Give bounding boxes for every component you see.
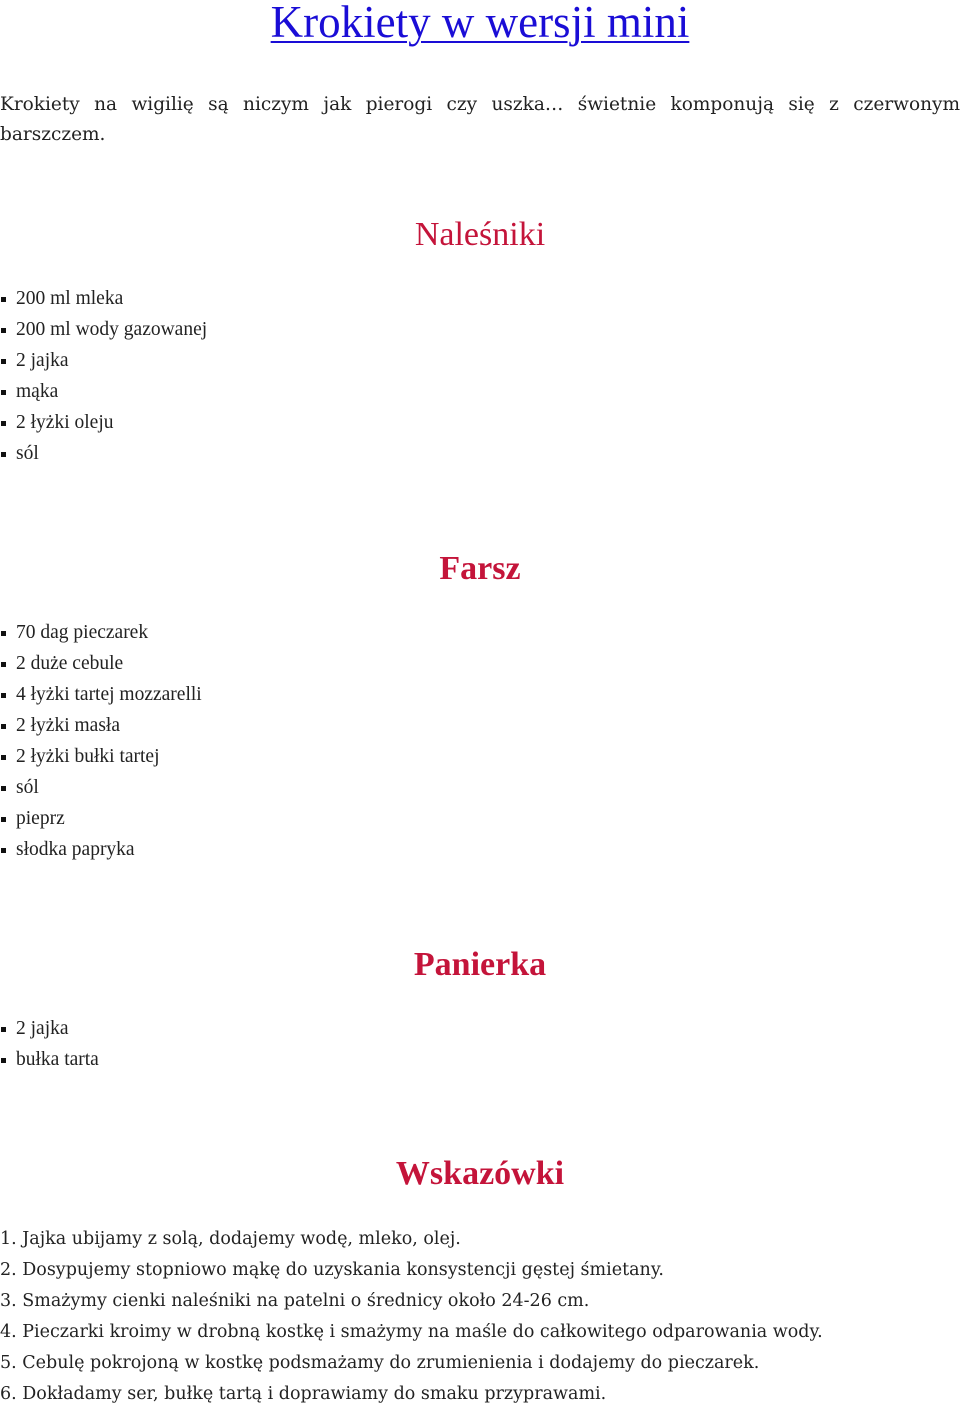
list-item: [0, 772, 202, 803]
instruction-step: 4. Pieczarki kroimy w drobną kostkę i smażymy na maśle do całkowitego odparowania wody.: [0, 1322, 823, 1342]
square-bullet-icon: [1, 1027, 6, 1032]
list-item-text: mąka: [16, 381, 59, 402]
section-heading-farsz: Farsz: [439, 550, 521, 587]
list-item: [0, 345, 207, 376]
list-item: [0, 376, 207, 407]
intro-paragraph: Krokiety na wigilię są niczym jak pierogi czy uszka… świetnie komponują się z czerwonym barszczem.: [0, 94, 960, 145]
list-item: [0, 710, 202, 741]
instruction-step: 1. Jajka ubijamy z solą, dodajemy wodę, mleko, olej.: [0, 1229, 461, 1249]
instruction-step: 5. Cebulę pokrojoną w kostkę podsmażamy do zrumienienia i dodajemy do pieczarek.: [0, 1353, 760, 1373]
title-link[interactable]: Krokiety w wersji mini: [270, 0, 690, 47]
square-bullet-icon: [1, 631, 6, 636]
list-item: [0, 1044, 99, 1075]
square-bullet-icon: [1, 359, 6, 364]
square-bullet-icon: [1, 848, 6, 853]
list-item: [0, 834, 202, 865]
square-bullet-icon: [1, 786, 6, 791]
list-item-text: 4 łyżki tartej mozzarelli: [16, 684, 202, 705]
square-bullet-icon: [1, 328, 6, 333]
list-item-text: 200 ml wody gazowanej: [16, 319, 208, 340]
square-bullet-icon: [1, 817, 6, 822]
page-title: [0, 0, 960, 48]
square-bullet-icon: [1, 297, 6, 302]
list-item-text: 2 łyżki bułki tartej: [16, 746, 160, 767]
square-bullet-icon: [1, 452, 6, 457]
list-item-text: sól: [16, 777, 39, 798]
list-item-text: 2 jajka: [16, 350, 69, 371]
list-item: [0, 679, 202, 710]
instruction-step: 3. Smażymy cienki naleśniki na patelni o średnicy około 24-26 cm.: [0, 1291, 590, 1311]
list-item: [0, 617, 202, 648]
list-item-text: sól: [16, 443, 39, 464]
list-item: [0, 741, 202, 772]
list-item: [0, 803, 202, 834]
square-bullet-icon: [1, 755, 6, 760]
square-bullet-icon: [1, 693, 6, 698]
list-item: [0, 283, 207, 314]
instructions-list: [0, 1224, 823, 1410]
list-item-text: słodka papryka: [16, 839, 135, 860]
instruction-step: 6. Dokładamy ser, bułkę tartą i doprawiamy do smaku przyprawami.: [0, 1384, 607, 1404]
section-heading-panierka: Panierka: [413, 946, 547, 983]
list-item: [0, 438, 207, 469]
list-item-text: bułka tarta: [16, 1049, 99, 1070]
square-bullet-icon: [1, 421, 6, 426]
list-item-text: 70 dag pieczarek: [16, 622, 149, 643]
list-item-text: 2 duże cebule: [16, 653, 124, 674]
instruction-step: 2. Dosypujemy stopniowo mąkę do uzyskania konsystencji gęstej śmietany.: [0, 1260, 664, 1280]
section-heading-nalesniki: Naleśniki: [414, 216, 546, 253]
list-item-text: 2 łyżki oleju: [16, 412, 114, 433]
list-item: [0, 1013, 99, 1044]
list-item-text: 200 ml mleka: [16, 288, 124, 309]
square-bullet-icon: [1, 724, 6, 729]
section-heading-wskazowki: Wskazówki: [395, 1155, 565, 1192]
list-item: [0, 648, 202, 679]
list-item-text: pieprz: [16, 808, 65, 829]
square-bullet-icon: [1, 1058, 6, 1063]
square-bullet-icon: [1, 662, 6, 667]
list-item: [0, 314, 207, 345]
list-item: [0, 407, 207, 438]
list-item-text: 2 łyżki masła: [16, 715, 120, 736]
square-bullet-icon: [1, 390, 6, 395]
ingredient-list-farsz: [0, 617, 202, 865]
ingredient-list-panierka: [0, 1013, 99, 1075]
list-item-text: 2 jajka: [16, 1018, 69, 1039]
ingredient-list-nalesniki: [0, 283, 207, 469]
